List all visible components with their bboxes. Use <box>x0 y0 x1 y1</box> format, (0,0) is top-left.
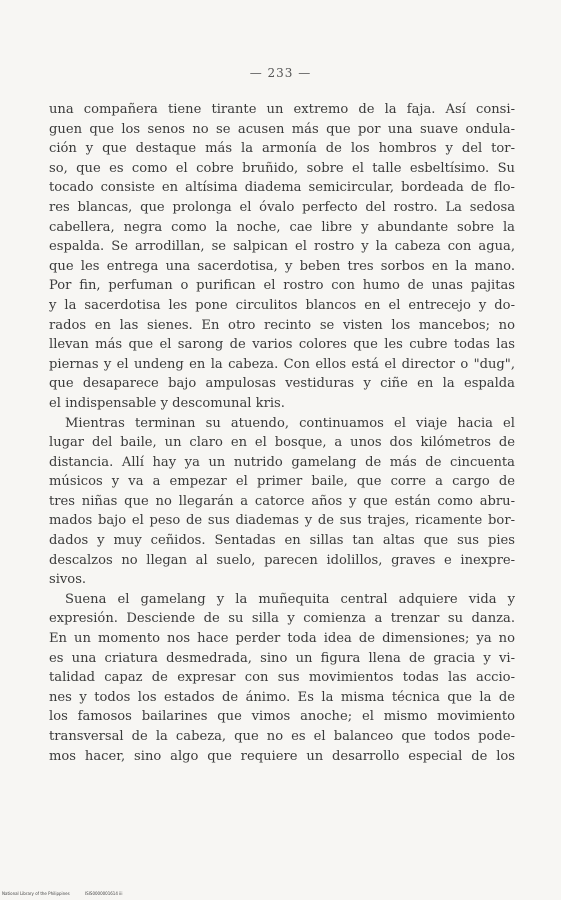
text-line: los famosos bailarines que vimos anoche; el mismo movimiento <box>49 709 515 725</box>
text-line: rados en las sienes. En otro recinto se visten los mancebos; no <box>49 317 515 333</box>
text-line: Por fin, perfuman o purifican el rostro con humo de unas pajitas <box>49 278 515 294</box>
body-text <box>49 100 515 766</box>
text-line: descalzos no llegan al suelo, parecen idolillos, graves e inexpre- <box>49 552 515 568</box>
footer-code: ISIS0000001614 iii <box>85 891 123 896</box>
text-line: cabellera, negra como la noche, cae libre y abundante sobre la <box>49 219 515 235</box>
text-line: tocado consiste en altísima diadema semicircular, bordeada de flo- <box>49 180 515 196</box>
page-number: — 233 — <box>249 66 312 80</box>
text-line: distancia. Allí hay ya un nutrido gamelang de más de cincuenta <box>49 454 515 470</box>
text-line: tres niñas que no llegarán a catorce años y que están como abru- <box>49 493 515 509</box>
text-line: sivos. <box>49 572 87 588</box>
text-line: llevan más que el sarong de varios colores que les cubre todas las <box>49 337 515 353</box>
text-line: músicos y va a empezar el primer baile, que corre a cargo de <box>49 474 515 490</box>
text-line: piernas y el undeng en la cabeza. Con ellos está el director o "dug", <box>49 356 515 372</box>
footer-library: National Library of the Philippines <box>2 891 70 896</box>
text-line: transversal de la cabeza, que no es el balanceo que todos pode- <box>49 729 515 744</box>
text-line: nes y todos los estados de ánimo. Es la misma técnica que la de <box>49 689 515 705</box>
text-line: ción y que destaque más la armonía de los hombros y del tor- <box>49 141 515 157</box>
text-line: Mientras terminan su atuendo, continuamos el viaje hacia el <box>65 415 515 431</box>
text-line: res blancas, que prolonga el óvalo perfecto del rostro. La sedosa <box>49 199 515 215</box>
text-line: En un momento nos hace perder toda idea de dimensiones; ya no <box>49 631 515 647</box>
text-line: el indispensable y descomunal kris. <box>49 395 285 411</box>
text-line: so, que es como el cobre bruñido, sobre el talle esbeltísimo. Su <box>49 160 515 176</box>
text-line: y la sacerdotisa les pone circulitos blancos en el entrecejo y do- <box>49 297 515 313</box>
text-line: talidad capaz de expresar con sus movimientos todas las accio- <box>49 670 515 686</box>
text-line: es una criatura desmedrada, sino un figura llena de gracia y vi- <box>49 650 515 666</box>
text-line: Suena el gamelang y la muñequita central adquiere vida y <box>65 591 515 607</box>
text-line: mados bajo el peso de sus diademas y de sus trajes, ricamente bor- <box>49 513 515 529</box>
footer-stamp <box>2 891 137 896</box>
text-line: espalda. Se arrodillan, se salpican el rostro y la cabeza con agua, <box>49 239 515 255</box>
text-line: lugar del baile, un claro en el bosque, a unos dos kilómetros de <box>49 435 515 451</box>
text-line: una compañera tiene tirante un extremo de la faja. Así consi- <box>49 102 515 117</box>
text-line: que desaparece bajo ampulosas vestiduras y ciñe en la espalda <box>49 376 515 392</box>
text-line: expresión. Desciende de su silla y comienza a trenzar su danza. <box>49 611 515 627</box>
text-line: dados y muy ceñidos. Sentadas en sillas tan altas que sus pies <box>49 533 515 549</box>
text-line: que les entrega una sacerdotisa, y beben tres sorbos en la mano. <box>49 258 515 274</box>
text-line: mos hacer, sino algo que requiere un desarrollo especial de los <box>49 748 515 764</box>
text-line: guen que los senos no se acusen más que por una suave ondula- <box>49 121 515 137</box>
